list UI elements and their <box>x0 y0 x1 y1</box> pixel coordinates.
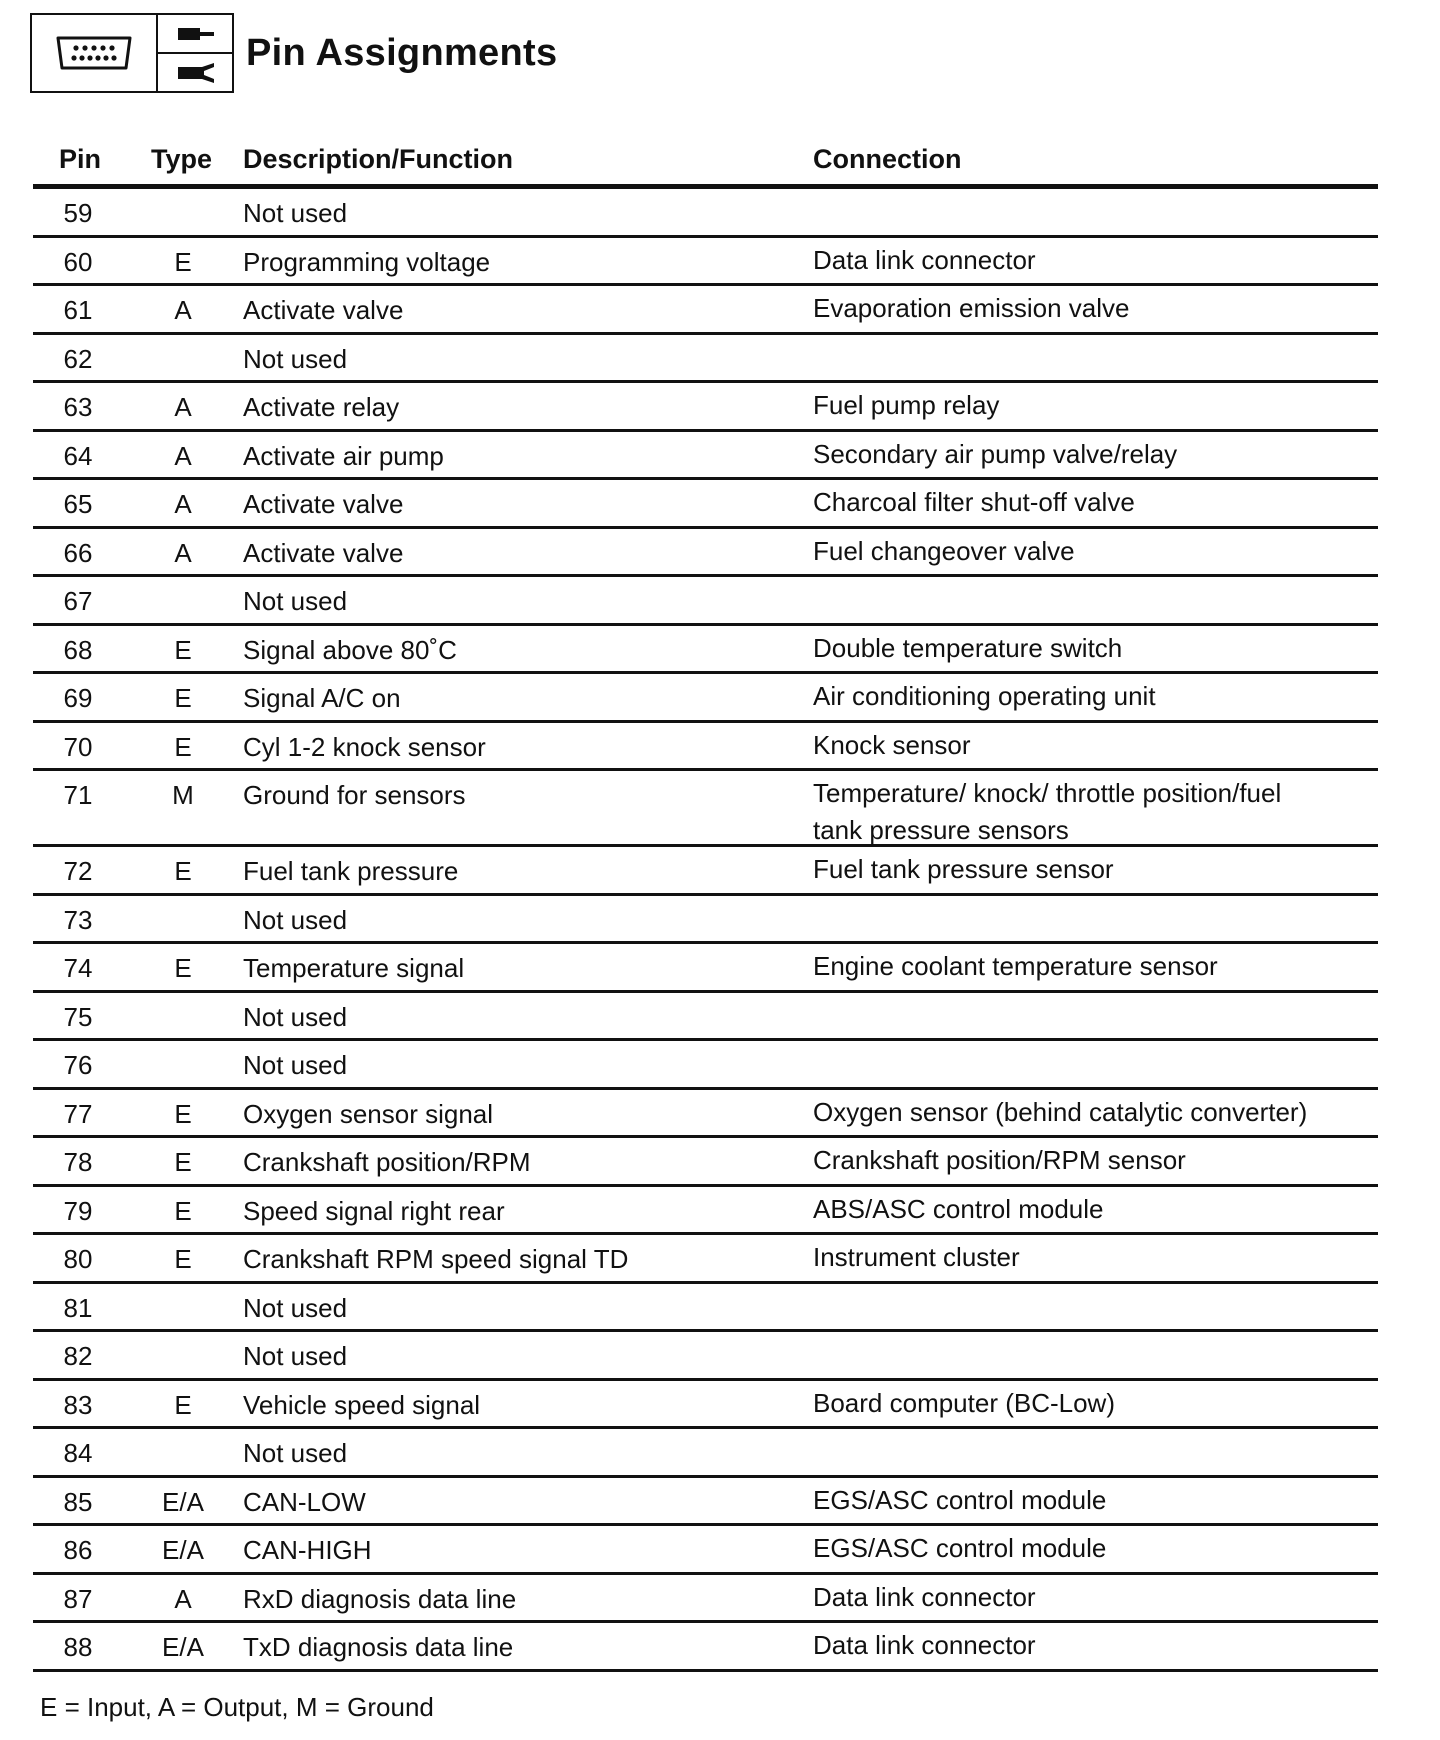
connection-cell: Data link connector <box>813 244 1036 275</box>
pin-cell: 72 <box>63 856 93 886</box>
table-row <box>33 723 1378 772</box>
connection-cell: Board computer (BC-Low) <box>813 1387 1115 1418</box>
pin-cell: 77 <box>63 1098 93 1129</box>
type-cell: E <box>174 953 192 983</box>
table-row <box>33 847 1378 896</box>
connection-cell: Instrument cluster <box>813 1242 1020 1272</box>
table-row <box>33 1090 1378 1139</box>
table-row <box>33 286 1378 335</box>
pin-cell: 68 <box>63 634 93 665</box>
pin-cell: 81 <box>63 1292 93 1323</box>
page-header <box>30 12 557 94</box>
table-row <box>33 529 1378 578</box>
description-cell: Not used <box>243 198 348 228</box>
connection-cell: Evaporation emission valve <box>813 293 1130 323</box>
table-row <box>33 1235 1378 1284</box>
connection-cell: EGS/ASC control module <box>813 1533 1107 1563</box>
description-cell: Activate air pump <box>243 440 444 471</box>
table-row <box>33 1284 1378 1333</box>
table-row <box>33 993 1378 1042</box>
table-row <box>33 944 1378 993</box>
connection-cell: Temperature/ knock/ throttle position/fuel tank pressure sensors <box>813 778 1282 845</box>
table-row <box>33 383 1378 432</box>
description-cell: Not used <box>243 586 348 616</box>
type-cell: E/A <box>162 1535 204 1565</box>
description-cell: Not used <box>243 1001 348 1032</box>
pin-cell: 88 <box>63 1632 93 1662</box>
pin-cell: 79 <box>63 1195 93 1226</box>
type-cell: A <box>174 392 192 422</box>
table-row <box>33 674 1378 723</box>
pin-cell: 71 <box>63 780 93 810</box>
pin-cell: 82 <box>63 1341 93 1371</box>
pin-cell: 84 <box>63 1438 93 1468</box>
pin-cell: 80 <box>63 1244 93 1274</box>
description-cell: Not used <box>243 1341 348 1371</box>
description-cell: Not used <box>243 1292 348 1323</box>
description-cell: CAN-LOW <box>243 1486 366 1517</box>
description-cell: Ground for sensors <box>243 780 466 810</box>
table-row <box>33 1478 1378 1527</box>
description-cell: Not used <box>243 1050 348 1080</box>
type-cell: A <box>174 440 192 471</box>
table-row <box>33 335 1378 384</box>
description-cell: Signal above 80˚C <box>243 634 457 665</box>
description-cell: Not used <box>243 1438 348 1468</box>
description-cell: Programming voltage <box>243 246 491 277</box>
table-row <box>33 1138 1378 1187</box>
pin-cell: 63 <box>63 392 93 422</box>
type-cell: E/A <box>162 1632 204 1662</box>
description-cell: Activate valve <box>243 537 404 568</box>
type-cell: E <box>174 246 192 277</box>
connection-cell: Secondary air pump valve/relay <box>813 438 1178 469</box>
description-cell: RxD diagnosis data line <box>243 1583 517 1614</box>
pin-cell: 60 <box>63 246 93 277</box>
table-row <box>33 480 1378 529</box>
type-cell: A <box>174 295 192 325</box>
connection-cell: Crankshaft position/RPM sensor <box>813 1145 1186 1175</box>
description-cell: Vehicle speed signal <box>243 1389 481 1420</box>
header-type: Type <box>151 144 213 174</box>
pin-cell: 67 <box>63 586 93 616</box>
pin-cell: 62 <box>63 343 93 374</box>
connection-cell: Knock sensor <box>813 729 971 760</box>
table-row <box>33 577 1378 626</box>
pin-cell: 70 <box>63 731 93 762</box>
table-row <box>33 771 1378 847</box>
connection-cell: Air conditioning operating unit <box>813 681 1156 711</box>
description-cell: Signal A/C on <box>243 683 401 713</box>
connection-cell: Charcoal filter shut-off valve <box>813 487 1135 517</box>
type-cell: M <box>172 780 194 810</box>
type-cell: A <box>174 537 192 568</box>
description-cell: Not used <box>243 904 348 935</box>
table-row <box>33 1429 1378 1478</box>
pin-male-icon <box>158 15 232 54</box>
description-cell: Activate valve <box>243 489 404 519</box>
description-cell: Crankshaft position/RPM <box>243 1147 531 1177</box>
pin-cell: 59 <box>63 198 93 228</box>
pin-cell: 76 <box>63 1050 93 1080</box>
pin-cell: 75 <box>63 1001 93 1032</box>
type-cell: E <box>174 1098 192 1129</box>
table-row <box>33 1187 1378 1236</box>
connection-cell: Engine coolant temperature sensor <box>813 951 1218 981</box>
type-cell: E <box>174 634 192 665</box>
table-row <box>33 896 1378 945</box>
pin-female-icon <box>158 54 232 91</box>
connector-plug-icon <box>32 15 158 91</box>
description-cell: Crankshaft RPM speed signal TD <box>243 1244 629 1274</box>
header-pin: Pin <box>59 144 102 174</box>
type-cell: E <box>174 1147 192 1177</box>
table-row <box>33 238 1378 287</box>
pin-cell: 85 <box>63 1486 93 1517</box>
type-cell: E <box>174 1244 192 1274</box>
type-cell: E <box>174 731 192 762</box>
pin-cell: 64 <box>63 440 93 471</box>
description-cell: Speed signal right rear <box>243 1195 505 1226</box>
header-connection: Connection <box>813 144 962 174</box>
pin-cell: 86 <box>63 1535 93 1565</box>
pin-cell: 78 <box>63 1147 93 1177</box>
connection-cell: Oxygen sensor (behind catalytic converter) <box>813 1096 1308 1127</box>
type-cell: E <box>174 1195 192 1226</box>
connection-cell: Data link connector <box>813 1581 1036 1612</box>
table-row <box>33 626 1378 675</box>
description-cell: CAN-HIGH <box>243 1535 372 1565</box>
description-cell: Activate relay <box>243 392 400 422</box>
legend-note: E = Input, A = Output, M = Ground <box>40 1692 434 1722</box>
description-cell: Temperature signal <box>243 953 465 983</box>
table-header <box>33 134 1378 189</box>
pin-cell: 83 <box>63 1389 93 1420</box>
pin-assignment-table <box>33 134 1378 1672</box>
table-body <box>33 189 1378 1672</box>
type-cell: A <box>174 1583 192 1614</box>
type-cell: E <box>174 856 192 886</box>
connection-cell: ABS/ASC control module <box>813 1193 1104 1224</box>
pin-cell: 87 <box>63 1583 93 1614</box>
description-cell: Oxygen sensor signal <box>243 1098 494 1129</box>
connection-cell: Double temperature switch <box>813 632 1123 663</box>
description-cell: Cyl 1-2 knock sensor <box>243 731 486 762</box>
pin-cell: 61 <box>63 295 93 325</box>
pin-cell: 69 <box>63 683 93 713</box>
pin-cell: 66 <box>63 537 93 568</box>
table-row <box>33 432 1378 481</box>
type-cell: E/A <box>162 1486 204 1517</box>
type-cell: E <box>174 1389 192 1420</box>
type-cell: E <box>174 683 192 713</box>
description-cell: TxD diagnosis data line <box>243 1632 514 1662</box>
table-row <box>33 1623 1378 1672</box>
connection-cell: Data link connector <box>813 1630 1036 1660</box>
table-row <box>33 1526 1378 1575</box>
connection-cell: Fuel changeover valve <box>813 535 1075 566</box>
table-row <box>33 1041 1378 1090</box>
table-row <box>33 1332 1378 1381</box>
connection-cell: Fuel tank pressure sensor <box>813 854 1114 884</box>
pin-assignment-logo <box>30 13 234 93</box>
pin-cell: 74 <box>63 953 93 983</box>
pin-cell: 73 <box>63 904 93 935</box>
table-row <box>33 189 1378 238</box>
page-title: Pin Assignments <box>246 31 558 74</box>
table-row <box>33 1575 1378 1624</box>
description-cell: Fuel tank pressure <box>243 856 459 886</box>
connection-cell: EGS/ASC control module <box>813 1484 1107 1515</box>
connection-cell: Fuel pump relay <box>813 390 1000 420</box>
type-cell: A <box>174 489 192 519</box>
header-description: Description/Function <box>243 144 513 174</box>
description-cell: Activate valve <box>243 295 404 325</box>
description-cell: Not used <box>243 343 348 374</box>
pin-cell: 65 <box>63 489 93 519</box>
table-row <box>33 1381 1378 1430</box>
